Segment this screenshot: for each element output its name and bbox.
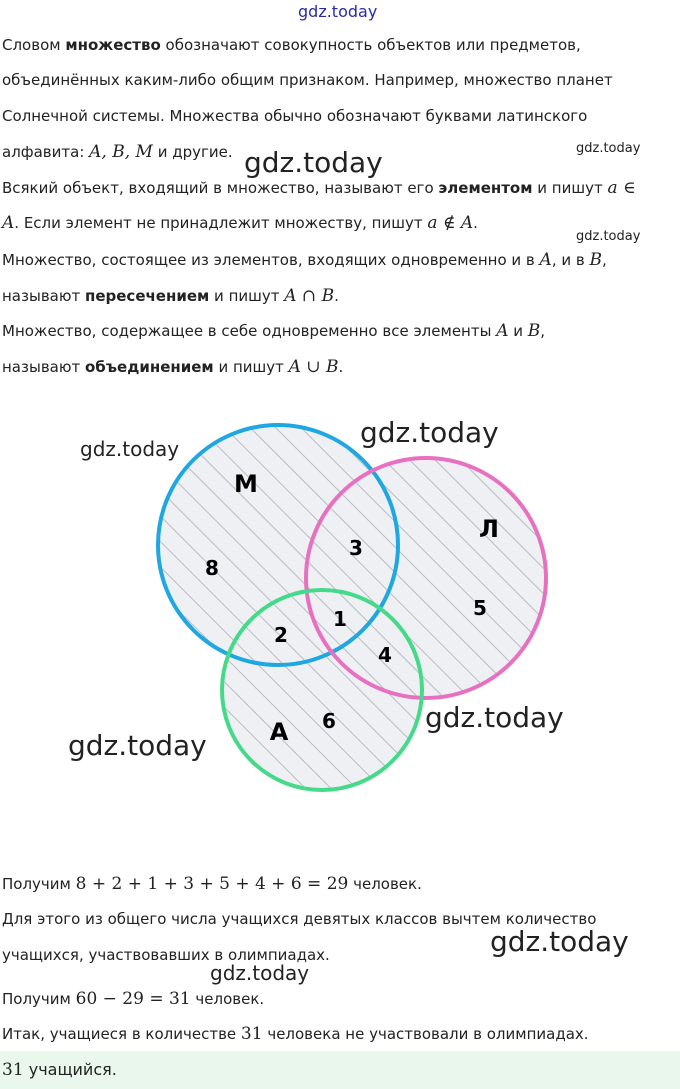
- watermark: gdz.today: [360, 416, 499, 449]
- set-l-label: Л: [479, 515, 499, 543]
- region-l-only: 5: [473, 596, 487, 620]
- theory-line-10: называют объединением и пишут A ∪ B.: [2, 357, 344, 377]
- watermark: gdz.today: [576, 141, 641, 156]
- watermark: gdz.today: [210, 961, 310, 985]
- solution-line-3: учащихся, участвовавших в олимпиадах.: [2, 946, 330, 964]
- region-a-only: 6: [322, 709, 336, 733]
- watermark: gdz.today: [425, 701, 564, 734]
- theory-line-4: алфавита: A, B, M и другие.: [2, 142, 233, 162]
- answer-box: [0, 1051, 680, 1089]
- answer-text: учащийся.: [23, 1060, 117, 1079]
- theory-line-5: Всякий объект, входящий в множество, называют его элементом и пишут a ∈: [2, 178, 636, 198]
- watermark: gdz.today: [490, 925, 629, 958]
- theory-line-1: Словом множество обозначают совокупность объектов или предметов,: [2, 36, 581, 54]
- watermark: gdz.today: [68, 729, 207, 762]
- region-m-only: 8: [205, 556, 219, 580]
- answer-value: 31: [2, 1060, 24, 1080]
- region-all: 1: [333, 607, 347, 631]
- theory-line-3: Солнечной системы. Множества обычно обозначают буквами латинского: [2, 107, 588, 125]
- theory-line-6: A. Если элемент не принадлежит множеству, пишут a ∉ A.: [2, 213, 478, 233]
- solution-line-4: Получим 60 − 29 = 31 человек.: [2, 989, 265, 1009]
- watermark-top: gdz.today: [298, 2, 378, 21]
- solution-line-2: Для этого из общего числа учащихся девятых классов вычтем количество: [2, 910, 597, 928]
- region-l-a: 4: [378, 643, 392, 667]
- theory-line-2: объединённых каким-либо общим признаком. Например, множество планет: [2, 71, 613, 89]
- watermark: gdz.today: [80, 437, 180, 461]
- theory-line-9: Множество, содержащее в себе одновременно все элементы A и B,: [2, 321, 546, 341]
- set-m-label: М: [234, 470, 258, 498]
- theory-line-7: Множество, состоящее из элементов, входящих одновременно и в A, и в B,: [2, 250, 607, 270]
- solution-line-5: Итак, учащиеся в количестве 31 человека не участвовали в олимпиадах.: [2, 1024, 589, 1044]
- region-m-l: 3: [349, 536, 363, 560]
- solution-line-1: Получим 8 + 2 + 1 + 3 + 5 + 4 + 6 = 29 человек.: [2, 874, 422, 894]
- region-m-a: 2: [274, 623, 288, 647]
- watermark: gdz.today: [576, 229, 641, 244]
- theory-line-8: называют пересечением и пишут A ∩ B.: [2, 286, 339, 306]
- watermark: gdz.today: [244, 146, 383, 179]
- set-a-label: А: [269, 718, 289, 746]
